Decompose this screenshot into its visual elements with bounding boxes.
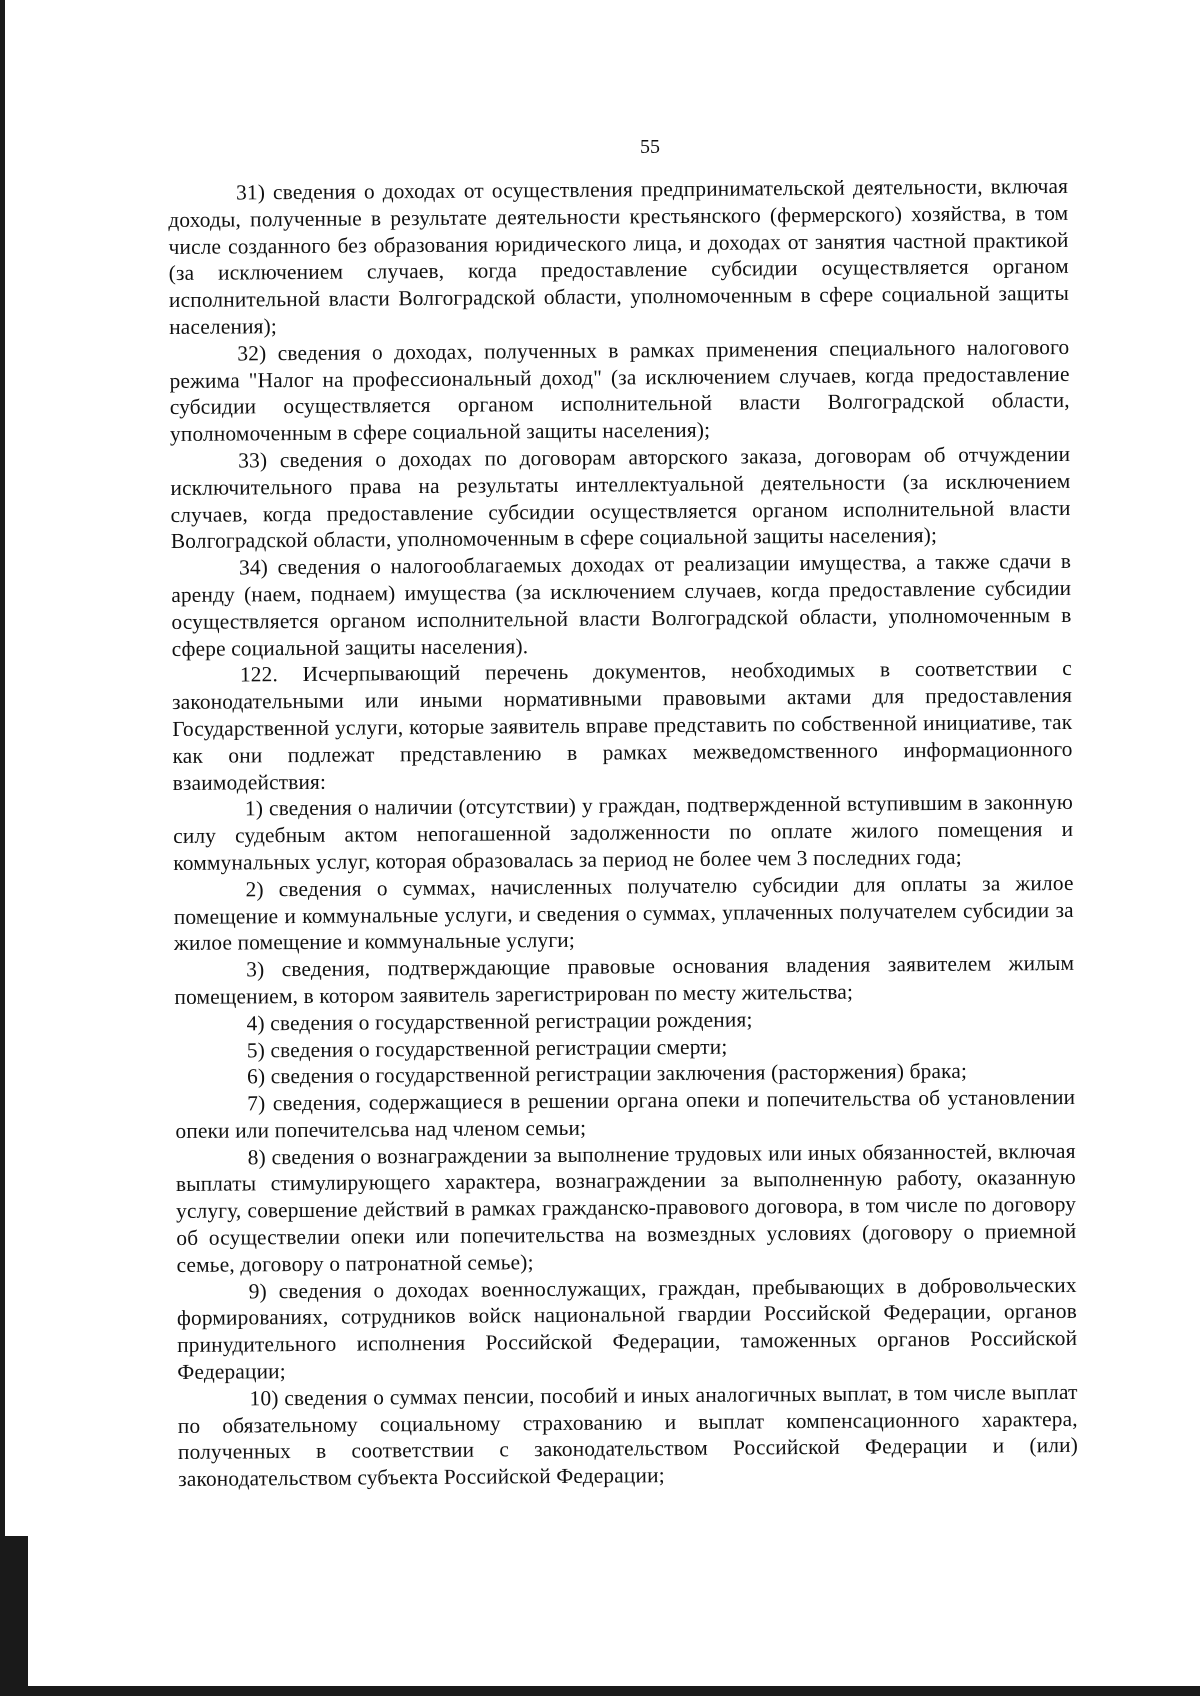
- list-item-10: 10) сведения о суммах пенсии, пособий и иных аналогичных выплат, в том числе выплат по обязательному социальному страхованию и выплат компенсационного характера, полученных в соответствии с законодательством Российской Федерации и (или) законодательством субъекта Российской Федерации;: [177, 1379, 1079, 1492]
- scan-border-corner: [0, 1536, 28, 1686]
- list-item-5: 5) сведения о государственной регистрации смерти;: [246, 1034, 728, 1062]
- paragraph-item-33: 33) сведения о доходах по договорам авторского заказа, договорам об отчуждении исключительного права на результаты интеллектуальной деятельности (за исключением случаев, когда предоставление субсидии осуществляется органом исполнительной власти Волгоградской области, уполномоченным в сфере социальной защиты населения);: [170, 441, 1071, 554]
- list-item-7: 7) сведения, содержащиеся в решении органа опеки и попечительства об установлении опеки или попечителсьва над членом семьи;: [175, 1084, 1076, 1143]
- list-item-3: 3) сведения, подтверждающие правовые основания владения заявителем жилым помещением, в котором заявитель зарегистрирован по месту жительства;: [174, 951, 1075, 1009]
- list-item-6: 6) сведения о государственной регистрации заключения (расторжения) брака;: [246, 1059, 968, 1089]
- list-item-1: 1) сведения о наличии (отсутствии) у граждан, подтвержденной вступившим в законную силу судебным актом непогашенной задолженности по оплате жилого помещения и коммунальных услуг, которая образовалась за период не более чем 3 последних года;: [173, 790, 1074, 875]
- paragraph-item-31: 31) сведения о доходах от осуществления предпринимательской деятельности, включая доходы, полученные в результате деятельности крестьянского (фермерского) хозяйства, в том числе созданного без образования юридического лица, и доходах от занятия частной практикой (за исключением случаев, когда предоставление субсидии осуществляется органом исполнительной власти Волгоградской области, уполномоченным в сфере социальной защиты населения);: [168, 173, 1070, 339]
- list-item-2: 2) сведения о суммах, начисленных получателю субсидии для оплаты за жилое помещение и коммунальные услуги, и сведения о суммах, уплаченных получателем субсидии за жилое помещение и коммунальные услуги;: [173, 870, 1074, 956]
- scan-border-bottom: [0, 1686, 1200, 1696]
- document-body: [168, 173, 1078, 1493]
- page-number: 55: [640, 136, 660, 158]
- paragraph-item-34: 34) сведения о налогооблагаемых доходах от реализации имущества, а также сдачи в аренду (наем, поднаем) имущества (за исключением случаев, когда предоставление субсидии осуществляется органом исполнительной власти Волгоградской области, уполномоченным в сфере социальной защиты населения).: [171, 549, 1072, 661]
- list-item-4: 4) сведения о государственной регистрации рождения;: [246, 1007, 753, 1036]
- paragraph-clause-122: 122. Исчерпывающий перечень документов, необходимых в соответствии с законодательными или иными нормативными правовыми актами для предоставления Государственной услуги, которые заявитель вправе представить по собственной инициативе, так как они подлежат представлению в рамках межведомственного информационного взаимодействия:: [172, 656, 1073, 795]
- list-item-9: 9) сведения о доходах военнослужащих, граждан, пребывающих в добровольческих формированиях, сотрудников войск национальной гвардии Российской Федерации, органов принудительного исполнения Российской Федерации, таможенных органов Российской Федерации;: [176, 1272, 1078, 1385]
- scan-border-left: [0, 0, 5, 1696]
- list-item-8: 8) сведения о вознаграждении за выполнение трудовых или иных обязанностей, включая выплаты стимулирующего характера, вознаграждении за выполненную работу, оказанную услугу, совершение действий в рамках гражданско-правового договора, в том числе по договору об осуществелии опеки или попечительства на возмездных условиях (договору о приемной семье, договору о патронатной семье);: [175, 1138, 1077, 1277]
- paragraph-item-32: 32) сведения о доходах, полученных в рамках применения специального налогового режима "Налог на профессиональный доход" (за исключением случаев, когда предоставление субсидии осуществляется органом исполнительной власти Волгоградской области, уполномоченным в сфере социальной защиты населения);: [169, 334, 1070, 447]
